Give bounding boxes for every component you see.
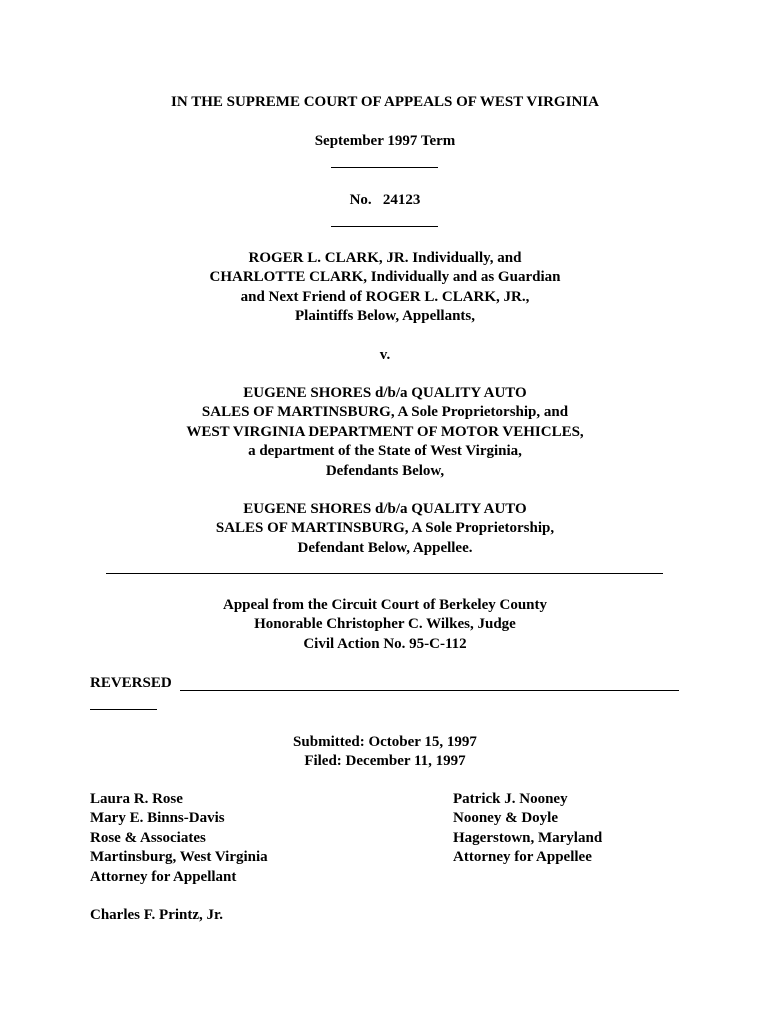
appellant-counsel-line: Attorney for Appellant — [90, 868, 237, 885]
defendants-block — [90, 384, 680, 481]
appellee-block — [90, 500, 680, 558]
appellee-line: EUGENE SHORES d/b/a QUALITY AUTO — [243, 501, 527, 517]
appellant-counsel-line: Laura R. Rose — [90, 791, 183, 807]
appellee-line: SALES OF MARTINSBURG, A Sole Proprietorship, — [215, 520, 555, 537]
term-line: September 1997 Term — [314, 133, 456, 149]
plaintiffs-line: Plaintiffs Below, Appellants, — [294, 308, 476, 325]
appellee-counsel-line: Nooney & Doyle — [453, 810, 558, 827]
defendants-line: EUGENE SHORES d/b/a QUALITY AUTO — [243, 385, 527, 401]
defendants-line: SALES OF MARTINSBURG, A Sole Proprietorship, and — [201, 404, 569, 421]
appellant-counsel-line: Rose & Associates — [90, 829, 206, 846]
versus: v. — [379, 347, 391, 363]
caption-rule — [106, 573, 663, 574]
term-rule — [331, 167, 438, 168]
appellee-line: Defendant Below, Appellee. — [297, 539, 473, 556]
plaintiffs-line: ROGER L. CLARK, JR. Individually, and — [248, 250, 522, 266]
defendants-line: a department of the State of West Virginia, — [248, 443, 522, 460]
appellee-counsel-line: Patrick J. Nooney — [453, 791, 568, 807]
case-number-rule — [331, 226, 438, 227]
appeal-line: Appeal from the Circuit Court of Berkeley County — [223, 597, 547, 613]
plaintiffs-block — [90, 249, 680, 327]
court-heading: IN THE SUPREME COURT OF APPEALS OF WEST VIRGINIA — [171, 94, 599, 110]
dates-block — [90, 733, 680, 772]
disposition-rule — [180, 690, 679, 691]
appeal-line: Honorable Christopher C. Wilkes, Judge — [254, 616, 516, 633]
appellant-counsel-line: Martinsburg, West Virginia — [90, 849, 268, 866]
appellee-counsel-block — [453, 790, 602, 868]
case-number: No. 24123 — [349, 192, 421, 208]
appellee-counsel-line: Attorney for Appellee — [453, 849, 592, 866]
submitted-date: Submitted: October 15, 1997 — [293, 734, 477, 750]
defendants-line: WEST VIRGINIA DEPARTMENT OF MOTOR VEHICLES, — [186, 423, 584, 440]
appeal-line: Civil Action No. 95-C-112 — [303, 635, 467, 652]
defendants-line: Defendants Below, — [325, 462, 445, 479]
appeal-block — [90, 596, 680, 654]
disposition-rule-continued — [90, 709, 157, 710]
disposition: REVERSED — [90, 675, 172, 691]
appellant-counsel-block — [90, 790, 268, 887]
filed-date: Filed: December 11, 1997 — [304, 753, 466, 770]
appellant-counsel-line: Mary E. Binns-Davis — [90, 810, 225, 827]
appellee-counsel-line: Hagerstown, Maryland — [453, 829, 603, 846]
plaintiffs-line: and Next Friend of ROGER L. CLARK, JR., — [240, 288, 530, 305]
additional-counsel: Charles F. Printz, Jr. — [90, 907, 224, 923]
plaintiffs-line: CHARLOTTE CLARK, Individually and as Guardian — [209, 269, 561, 286]
